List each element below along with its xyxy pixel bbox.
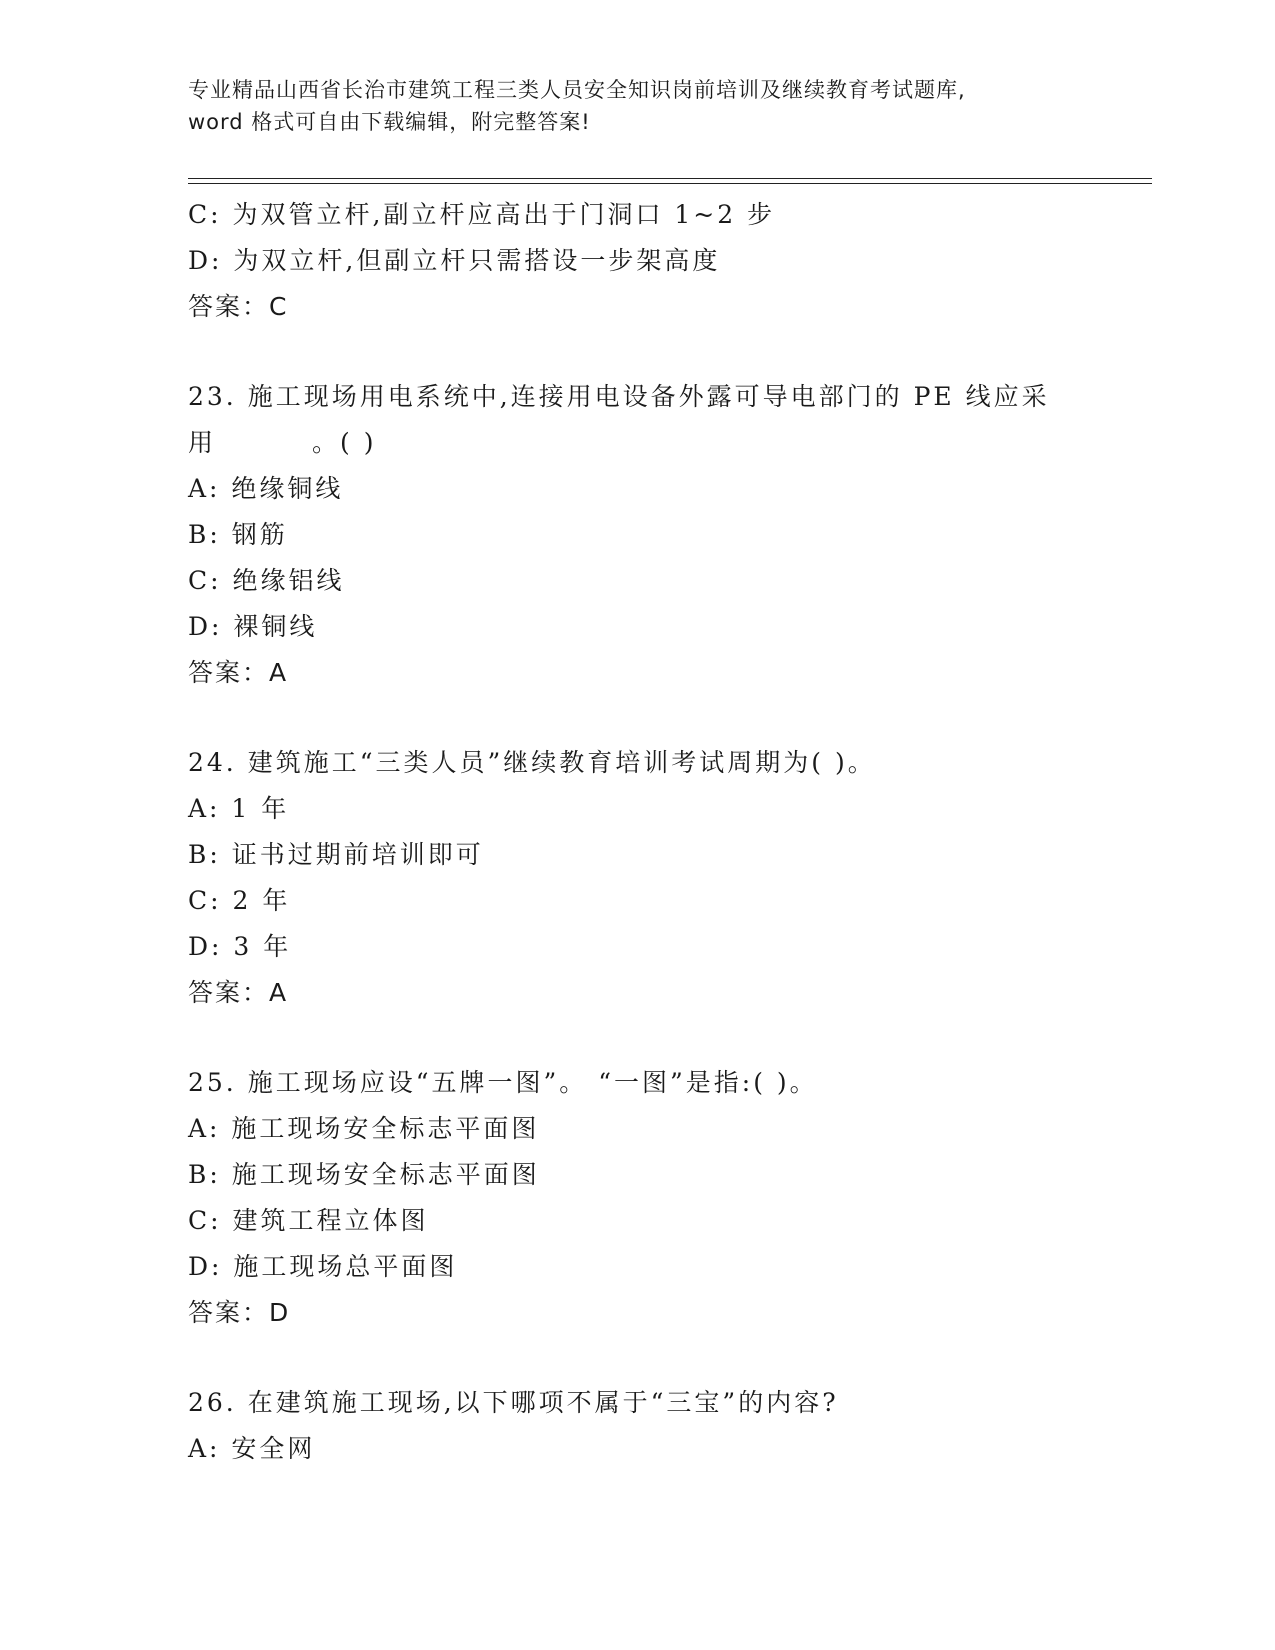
question-stem: 26. 在建筑施工现场,以下哪项不属于“三宝”的内容? [188, 1388, 839, 1417]
question-24 [188, 740, 1108, 1016]
option-b: B: 证书过期前培训即可 [188, 840, 484, 869]
question-26 [188, 1380, 1108, 1472]
option-d: D: 3 年 [188, 932, 292, 961]
option-d: D: 施工现场总平面图 [188, 1252, 458, 1281]
question-stem: 23. 施工现场用电系统中,连接用电设备外露可导电部门的 PE 线应采 [188, 382, 1050, 411]
question-stem-continued [188, 420, 1108, 466]
stem-word: 用 [188, 428, 217, 457]
spacer [188, 696, 1108, 740]
answer: 答案：A [188, 658, 289, 687]
option-a: A: 1 年 [188, 794, 290, 823]
option-b: B: 施工现场安全标志平面图 [188, 1160, 540, 1189]
option-a: A: 安全网 [188, 1434, 316, 1463]
header-rule-top [188, 178, 1152, 179]
spacer [188, 1336, 1108, 1380]
option-c: C: 绝缘铝线 [188, 566, 345, 595]
question-stem: 25. 施工现场应设“五牌一图”。 “一图”是指:( )。 [188, 1068, 818, 1097]
question-22-continued [188, 192, 1108, 330]
option-d: D: 裸铜线 [188, 612, 318, 641]
spacer [188, 1016, 1108, 1060]
option-a: A: 施工现场安全标志平面图 [188, 1114, 540, 1143]
document-body [188, 192, 1108, 1472]
option-c: C: 为双管立杆,副立杆应高出于门洞口 1~2 步 [188, 200, 776, 229]
option-a: A: 绝缘铜线 [188, 474, 344, 503]
answer: 答案：C [188, 292, 289, 321]
answer: 答案：A [188, 978, 289, 1007]
answer: 答案：D [188, 1298, 291, 1327]
option-c: C: 建筑工程立体图 [188, 1206, 429, 1235]
option-c: C: 2 年 [188, 886, 291, 915]
stem-bracket: 。( ) [312, 428, 377, 457]
header-rule-bottom [188, 183, 1152, 184]
spacer [188, 330, 1108, 374]
header-line-1: 专业精品山西省长治市建筑工程三类人员安全知识岗前培训及继续教育考试题库, [188, 78, 966, 102]
question-25 [188, 1060, 1108, 1336]
option-b: B: 钢筋 [188, 520, 288, 549]
question-stem: 24. 建筑施工“三类人员”继续教育培训考试周期为( )。 [188, 748, 876, 777]
question-23 [188, 374, 1108, 696]
document-header [188, 74, 1148, 138]
option-d: D: 为双立杆,但副立杆只需搭设一步架高度 [188, 246, 721, 275]
header-line-2: word 格式可自由下载编辑，附完整答案! [188, 110, 591, 134]
